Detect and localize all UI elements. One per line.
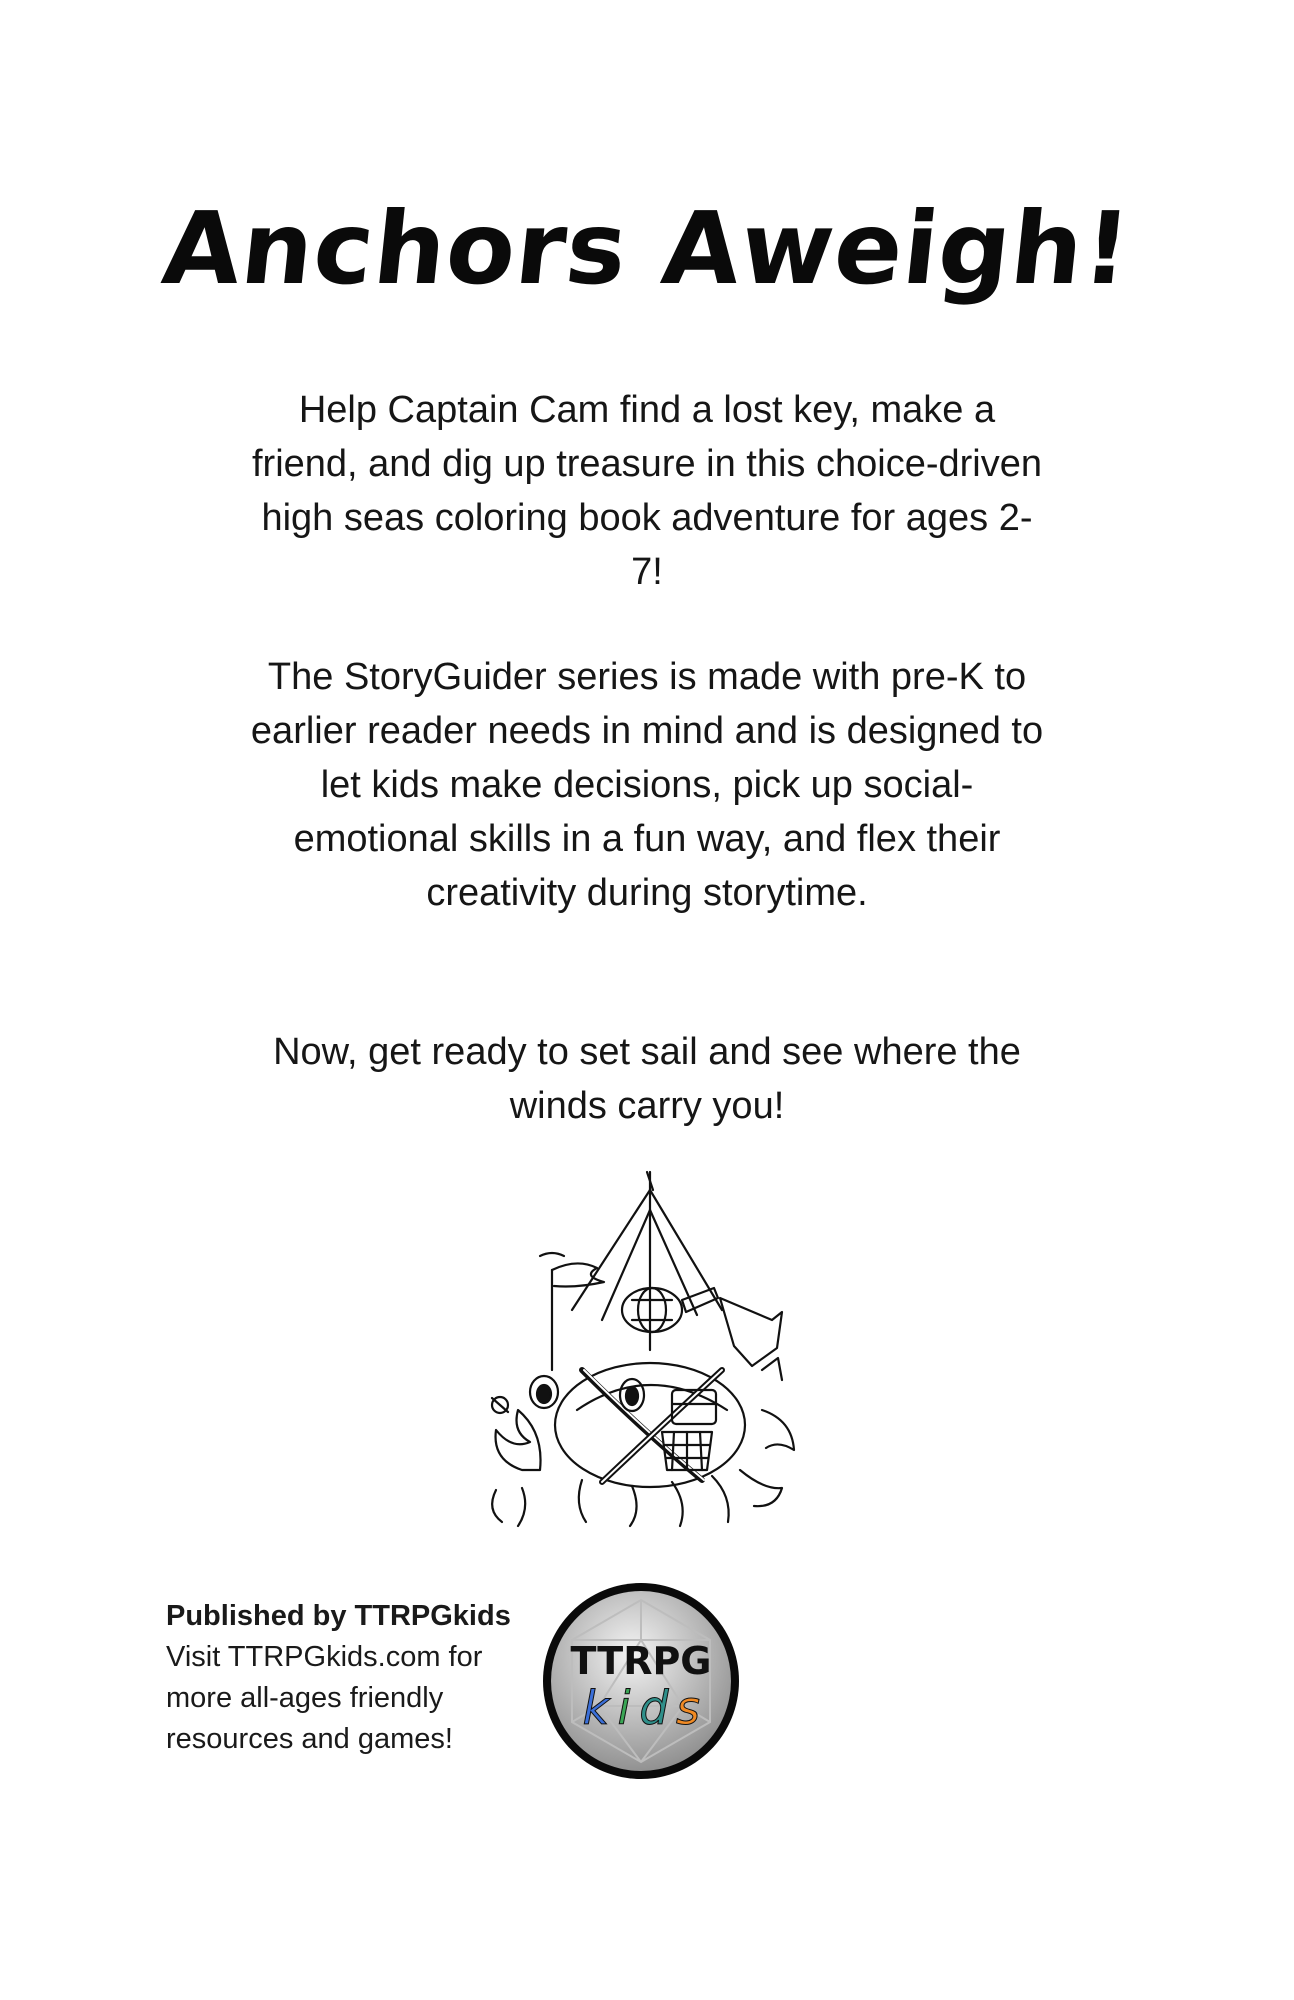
- blurb-text: The StoryGuider series is made with pre-K to earlier reader needs in mind and is designed to let kids make decisions, pick up social-emotional skills in a fun way, and flex their creativity during storytime.: [250, 656, 1044, 914]
- publisher-body: Visit TTRPGkids.com for more all-ages friendly resources and games!: [166, 1641, 483, 1755]
- crab-carrying-ship-icon: [482, 1170, 822, 1530]
- publisher-heading: Published by TTRPGkids: [166, 1600, 511, 1632]
- logo-letter-k: k: [582, 1681, 610, 1735]
- blurb-paragraph-1: [247, 383, 1047, 599]
- blurb-text: Now, get ready to set sail and see where the winds carry you!: [273, 1031, 1021, 1127]
- logo-letter-s: s: [676, 1681, 700, 1735]
- ttrpgkids-logo: [538, 1578, 744, 1784]
- blurb-paragraph-3: [247, 1025, 1047, 1133]
- logo-kids: [583, 1681, 700, 1735]
- logo-text-ttrpg: TTRPG: [570, 1639, 712, 1683]
- publisher-info: [166, 1596, 546, 1760]
- logo-letter-d: d: [639, 1681, 669, 1735]
- logo-letter-i: i: [617, 1681, 631, 1735]
- book-title: Anchors Aweigh!: [157, 190, 1137, 307]
- blurb-text: Help Captain Cam find a lost key, make a friend, and dig up treasure in this choice-driven high seas coloring book adventure for ages 2-7!: [251, 389, 1042, 593]
- blurb-paragraph-2: [247, 650, 1047, 920]
